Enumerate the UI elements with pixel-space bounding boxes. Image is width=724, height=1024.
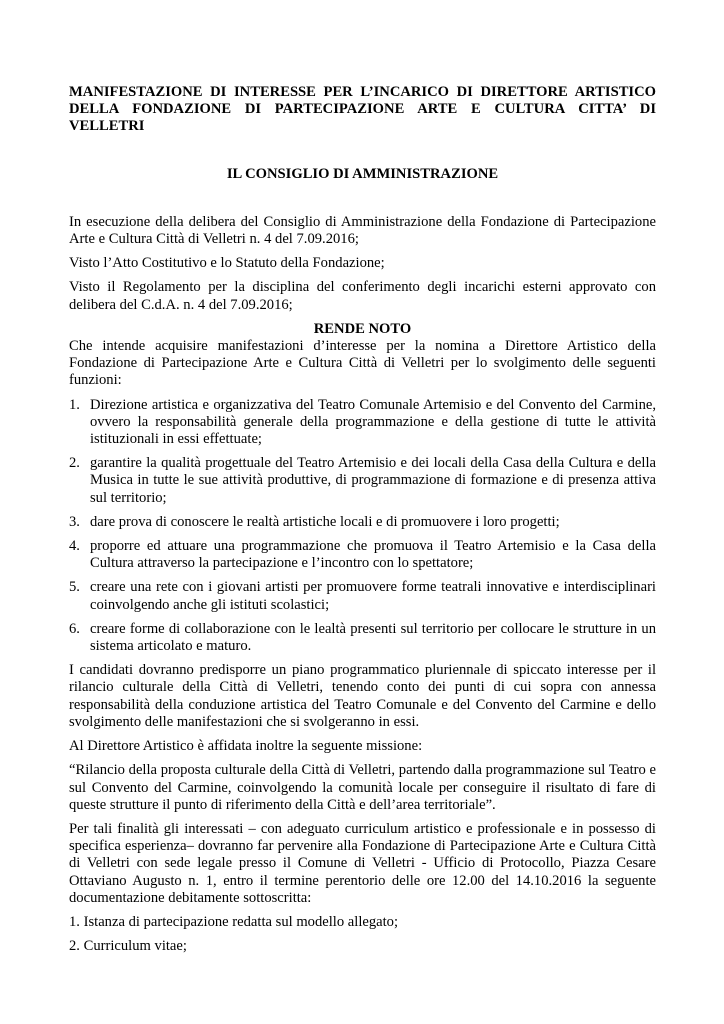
list-item-number: 5. (69, 579, 80, 596)
list-item-number: 6. (69, 620, 80, 637)
intro-paragraph-statuto: Visto l’Atto Costitutivo e lo Statuto della Fondazione; (69, 255, 385, 272)
list-item (69, 538, 656, 572)
list-item-text: proporre ed attuare una programmazione che promuova il Teatro Artemisio e la Casa della Cultura attraverso la partecipazione e l’incontro con lo spettatore; (90, 538, 656, 572)
functions-intro-paragraph: Che intende acquisire manifestazioni d’interesse per la nomina a Direttore Artistico della Fondazione di Partecipazione Arte e Cultura Città di Velletri per lo svolgimento delle seguenti funzioni: (69, 338, 656, 389)
list-item-text: dare prova di conoscere le realtà artistiche locali e di promuovere i loro progetti; (90, 513, 560, 530)
list-item (69, 514, 656, 531)
document-title-line-2: DELLA FONDAZIONE DI PARTECIPAZIONE ARTE E CULTURA CITTA’ DI (69, 101, 656, 118)
list-item (69, 621, 656, 655)
list-item-number: 4. (69, 538, 80, 555)
mission-intro-paragraph: Al Direttore Artistico è affidata inoltre la seguente missione: (69, 738, 423, 755)
submission-paragraph: Per tali finalità gli interessati – con adeguato curriculum artistico e professionale e in possesso di specifica esperienza– dovranno far pervenire alla Fondazione di Partecipazione Arte e Cultura Città di Velletri con sede legale presso il Comune di Velletri - Ufficio di Protocollo, Piazza Cesare Ottaviano Augusto n. 1, entro il termine perentorio delle ore 12.00 del 14.10.2016 la seguente documentazione debitamente sottoscritta: (69, 820, 656, 906)
document-page (69, 84, 656, 955)
list-item (69, 455, 656, 507)
intro-paragraph-regolamento: Visto il Regolamento per la disciplina del conferimento degli incarichi esterni approvato con delibera del C.d.A. n. 4 del 7.09.2016; (69, 279, 656, 313)
list-item (69, 579, 656, 613)
list-item-number: 3. (69, 513, 80, 530)
functions-list (69, 397, 656, 656)
list-item-text: Direzione artistica e organizzativa del Teatro Comunale Artemisio e del Convento del Carmine, ovvero la responsabilità generale della programmazione e della gestione di tutte le attività istituzionali in essi effettuate; (90, 396, 656, 448)
document-title-line-3: VELLETRI (69, 118, 145, 135)
list-item (69, 397, 656, 449)
mission-quote-paragraph: “Rilancio della proposta culturale della Città di Velletri, partendo dalla programmazione sul Teatro e sul Convento del Carmine, coinvolgendo la comunità locale per conseguire il risultato di fare di queste strutture il punto di riferimento della Città e dell’area territoriale”. (69, 762, 656, 813)
rende-noto-heading: RENDE NOTO (313, 320, 412, 337)
list-item-number: 2. (69, 455, 80, 472)
document-item-istanza: 1. Istanza di partecipazione redatta sul modello allegato; (69, 913, 399, 930)
list-item-text: creare forme di collaborazione con le lealtà presenti sul territorio per collocare le strutture in un sistema articolato e maturo. (90, 620, 656, 655)
list-item-text: garantire la qualità progettuale del Teatro Artemisio e dei locali della Casa della Cultura e della Musica in tutte le sue attività produttive, di programmazione di formazione e di presenza attiva sul territorio; (90, 455, 656, 506)
list-item-text: creare una rete con i giovani artisti per promuovere forme teatrali innovative e interdisciplinari coinvolgendo anche gli istituti scolastici; (90, 579, 656, 613)
candidates-paragraph: I candidati dovranno predisporre un piano programmatico pluriennale di spiccato interesse per il rilancio culturale della Città di Velletri, tenendo conto dei punti di cui sopra con annessa responsabilità della conduzione artistica del Teatro Comunale e del Convento del Carmine e dello svolgimento delle manifestazioni che si svolgeranno in essi. (69, 662, 656, 730)
document-title-line-1: MANIFESTAZIONE DI INTERESSE PER L’INCARICO DI DIRETTORE ARTISTICO (69, 84, 656, 100)
intro-paragraph-delibera: In esecuzione della delibera del Consiglio di Amministrazione della Fondazione di Partecipazione Arte e Cultura Città di Velletri n. 4 del 7.09.2016; (69, 213, 656, 248)
document-item-curriculum: 2. Curriculum vitae; (69, 938, 187, 955)
council-heading: IL CONSIGLIO DI AMMINISTRAZIONE (226, 165, 499, 182)
list-item-number: 1. (69, 396, 80, 413)
